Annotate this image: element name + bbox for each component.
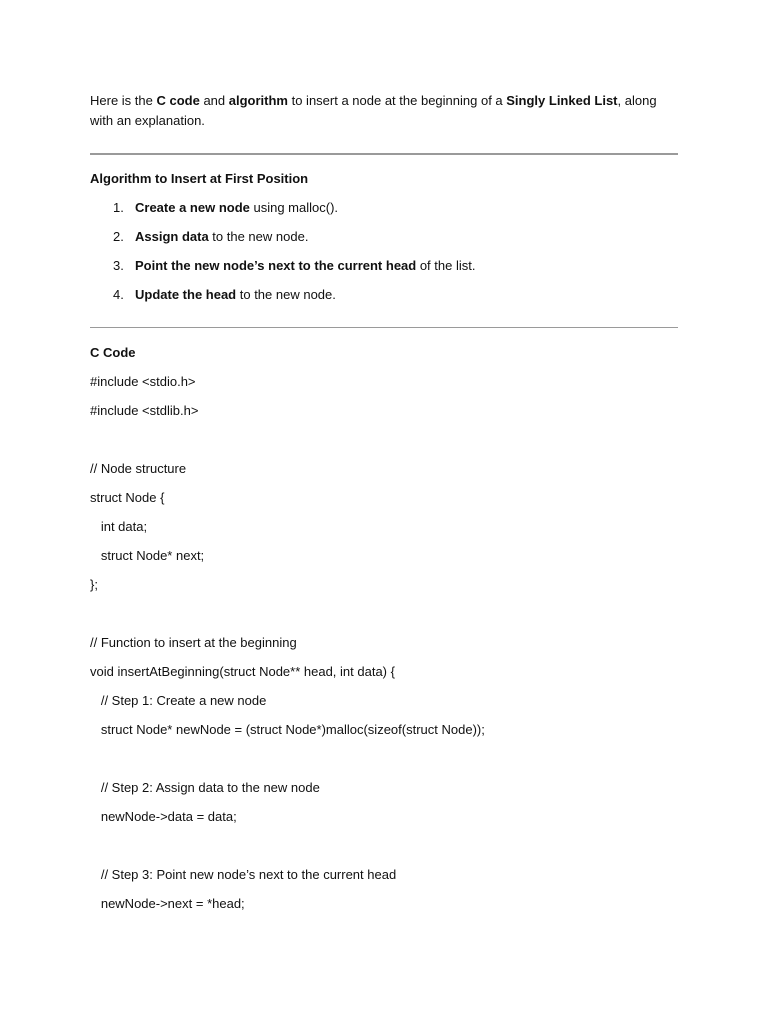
code-line: // Function to insert at the beginning [90, 635, 297, 650]
step-number: 3. [113, 258, 124, 273]
step-bold-text: Assign data [135, 229, 209, 244]
algorithm-heading: Algorithm to Insert at First Position [90, 171, 309, 186]
step-number: 4. [113, 287, 124, 302]
list-item [90, 199, 475, 228]
code-line [90, 750, 678, 779]
code-line: newNode->next = *head; [90, 896, 245, 911]
intro-text-1: Here is the [90, 93, 157, 108]
step-number: 2. [113, 229, 124, 244]
intro-paragraph [90, 91, 678, 131]
step-bold-text: Update the head [135, 287, 237, 302]
code-line: void insertAtBeginning(struct Node** head, int data) { [90, 664, 395, 679]
code-line: newNode->data = data; [90, 809, 237, 824]
code-line: // Step 2: Assign data to the new node [90, 780, 320, 795]
intro-bold-singly-linked-list: Singly Linked List [506, 93, 618, 108]
step-text: using malloc(). [249, 200, 339, 215]
intro-text-3: to insert a node at the beginning of a [287, 93, 507, 108]
step-number: 1. [113, 200, 124, 215]
section-divider [90, 327, 678, 328]
code-block [90, 373, 678, 924]
step-bold-text: Point the new node’s next to the current head [135, 258, 417, 273]
step-bold-text: Create a new node [135, 200, 250, 215]
code-line: #include <stdio.h> [90, 374, 196, 389]
list-item [90, 257, 475, 286]
code-heading: C Code [90, 345, 136, 360]
list-item [90, 286, 475, 315]
intro-text-2: and [199, 93, 229, 108]
section-divider [90, 153, 678, 155]
code-line: struct Node* newNode = (struct Node*)malloc(sizeof(struct Node)); [90, 722, 485, 737]
intro-bold-algorithm: algorithm [228, 93, 288, 108]
intro-bold-c-code: C code [156, 93, 200, 108]
code-line [90, 605, 678, 634]
intro-text-4: , along with an explanation. [90, 93, 657, 128]
code-line [90, 431, 678, 460]
code-line: struct Node* next; [90, 548, 205, 563]
code-line: int data; [90, 519, 148, 534]
list-item [90, 228, 475, 257]
code-line [90, 837, 678, 866]
code-line: #include <stdlib.h> [90, 403, 199, 418]
code-line: // Node structure [90, 461, 187, 476]
code-line: // Step 1: Create a new node [90, 693, 267, 708]
step-text: to the new node. [236, 287, 336, 302]
code-line: }; [90, 577, 98, 592]
algorithm-steps-list [90, 199, 475, 315]
code-line: struct Node { [90, 490, 165, 505]
code-line: // Step 3: Point new node’s next to the current head [90, 867, 397, 882]
step-text: of the list. [416, 258, 476, 273]
step-text: to the new node. [208, 229, 309, 244]
